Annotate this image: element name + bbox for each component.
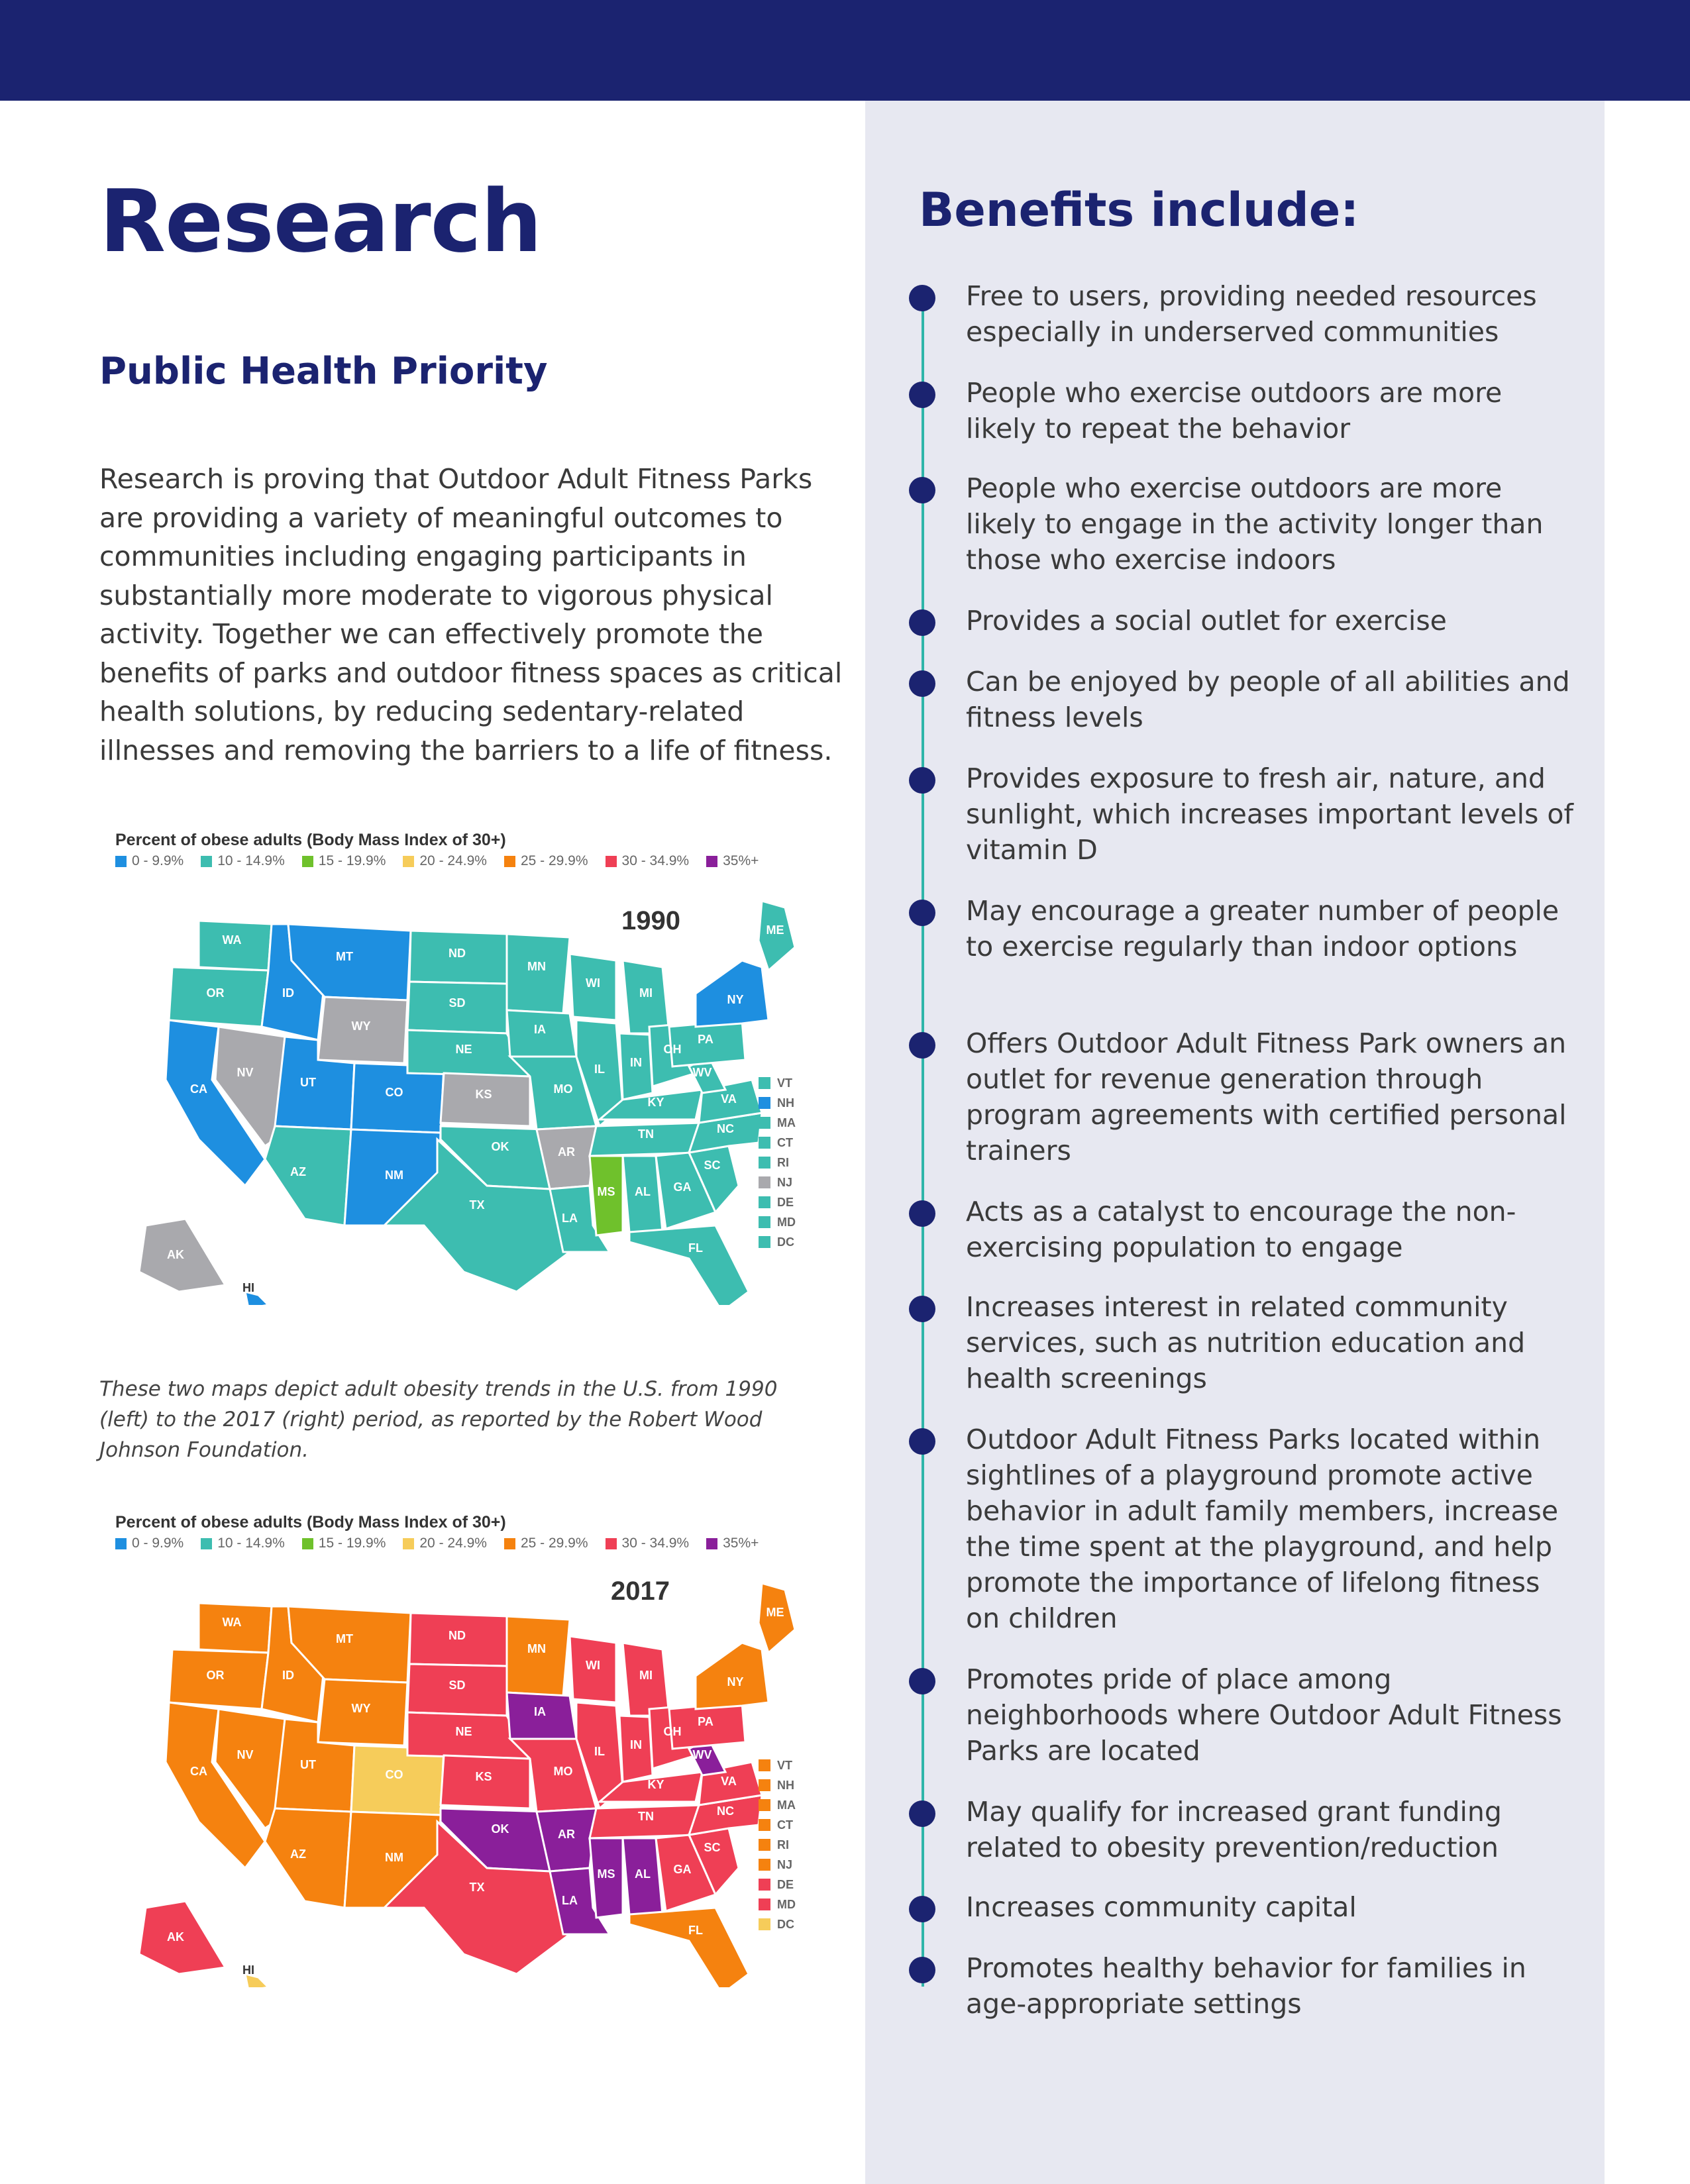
timeline-bullet	[909, 767, 935, 794]
legend-label: 0 - 9.9%	[132, 1535, 184, 1551]
benefit-item: Free to users, providing needed resources especially in underserved communities	[966, 280, 1537, 348]
state-az	[265, 1808, 351, 1908]
header-bar	[0, 0, 1690, 101]
timeline-bullet	[909, 670, 935, 697]
us-map-2017	[106, 1510, 808, 1987]
benefit-item: Acts as a catalyst to encourage the non-exercising population to engage	[966, 1196, 1516, 1263]
state-fl	[629, 1225, 749, 1305]
small-state-label: VT	[777, 1758, 793, 1772]
state-label-sd: SD	[449, 1679, 466, 1692]
state-label-sd: SD	[449, 996, 466, 1010]
state-label-co: CO	[385, 1768, 403, 1781]
small-state-swatch	[759, 1236, 770, 1248]
small-state-item	[759, 1172, 796, 1192]
state-label-wa: WA	[222, 933, 242, 947]
state-label-me: ME	[766, 923, 784, 937]
legend-label: 25 - 29.9%	[520, 853, 588, 868]
timeline-line	[922, 299, 924, 1987]
small-state-item	[759, 1133, 796, 1153]
small-state-label: RI	[777, 1838, 789, 1851]
timeline-bullet	[909, 1200, 935, 1227]
state-label-sc: SC	[704, 1841, 721, 1854]
state-label-al: AL	[635, 1185, 651, 1198]
us-map-1990	[106, 828, 808, 1305]
small-state-label: CT	[777, 1818, 793, 1832]
state-fl	[629, 1908, 749, 1987]
state-label-id: ID	[282, 1669, 294, 1682]
map-title: Percent of obese adults (Body Mass Index of 30+)	[115, 1513, 506, 1532]
benefit-item: Promotes healthy behavior for families in age-appropriate settings	[966, 1952, 1526, 2020]
state-label-ky: KY	[647, 1778, 664, 1791]
state-label-la: LA	[562, 1894, 578, 1907]
small-state-label: MA	[777, 1798, 796, 1812]
map-year: 1990	[621, 906, 680, 935]
timeline-bullet	[909, 1896, 935, 1922]
timeline-bullet	[909, 1032, 935, 1059]
state-label-la: LA	[562, 1212, 578, 1225]
legend-label: 20 - 24.9%	[419, 853, 487, 868]
small-state-swatch	[759, 1779, 770, 1791]
small-state-swatch	[759, 1176, 770, 1188]
state-label-oh: OH	[663, 1043, 682, 1056]
small-state-item	[759, 1093, 796, 1113]
state-label-pa: PA	[698, 1715, 713, 1728]
state-label-ne: NE	[455, 1043, 472, 1056]
small-state-item	[759, 1855, 796, 1875]
small-state-item	[759, 1835, 796, 1855]
state-label-wy: WY	[351, 1702, 371, 1715]
state-label-co: CO	[385, 1086, 403, 1099]
benefit-item: Provides a social outlet for exercise	[966, 605, 1447, 637]
legend-label: 15 - 19.9%	[318, 853, 386, 868]
state-label-il: IL	[594, 1745, 605, 1758]
state-label-ut: UT	[300, 1076, 316, 1089]
state-label-id: ID	[282, 986, 294, 1000]
state-label-az: AZ	[290, 1847, 306, 1861]
state-label-in: IN	[630, 1056, 642, 1069]
state-label-hi: HI	[242, 1281, 254, 1294]
state-label-tn: TN	[638, 1127, 654, 1141]
state-label-tx: TX	[469, 1198, 485, 1212]
small-state-item	[759, 1113, 796, 1133]
timeline-bullet	[909, 1957, 935, 1983]
state-label-ok: OK	[491, 1822, 509, 1836]
timeline-bullet	[909, 1668, 935, 1694]
state-label-ne: NE	[455, 1725, 472, 1738]
state-label-me: ME	[766, 1606, 784, 1619]
state-label-or: OR	[206, 1669, 225, 1682]
obesity-map-2017	[106, 1510, 808, 1987]
benefit-item: Provides exposure to fresh air, nature, and sunlight, which increases important levels of vitamin D	[966, 762, 1573, 866]
legend-label: 35%+	[723, 1535, 759, 1551]
benefit-item: People who exercise outdoors are more likely to repeat the behavior	[966, 377, 1503, 444]
state-label-ms: MS	[597, 1185, 615, 1198]
legend-label: 20 - 24.9%	[419, 1535, 487, 1551]
state-label-nd: ND	[449, 1629, 466, 1642]
state-label-ks: KS	[475, 1088, 492, 1101]
benefit-item: Promotes pride of place among neighborhoods where Outdoor Adult Fitness Parks are located	[966, 1663, 1562, 1767]
state-label-ky: KY	[647, 1096, 664, 1109]
legend-label: 10 - 14.9%	[217, 853, 285, 868]
section-subtitle: Public Health Priority	[99, 350, 548, 393]
state-label-mn: MN	[527, 960, 546, 973]
small-state-swatch	[759, 1839, 770, 1851]
small-state-swatch	[759, 1879, 770, 1891]
benefit-item: May qualify for increased grant funding related to obesity prevention/reduction	[966, 1796, 1502, 1863]
benefit-item: May encourage a greater number of people to exercise regularly than indoor options	[966, 895, 1559, 962]
small-state-item	[759, 1073, 796, 1093]
state-label-ok: OK	[491, 1140, 509, 1153]
benefit-item: Increases community capital	[966, 1891, 1357, 1923]
timeline-bullet	[909, 900, 935, 926]
state-label-nv: NV	[237, 1066, 254, 1079]
state-label-ak: AK	[167, 1930, 184, 1944]
state-label-ak: AK	[167, 1248, 184, 1261]
state-label-ia: IA	[534, 1705, 546, 1718]
page-title: Research	[99, 171, 542, 272]
small-state-item	[759, 1232, 796, 1252]
small-state-label: DE	[777, 1195, 794, 1209]
state-label-ca: CA	[190, 1082, 207, 1096]
benefit-item: Can be enjoyed by people of all abilities and fitness levels	[966, 666, 1570, 733]
state-label-va: VA	[721, 1775, 737, 1788]
small-state-item	[759, 1755, 796, 1775]
map-year: 2017	[611, 1577, 670, 1606]
state-label-wv: WV	[692, 1066, 712, 1079]
benefit-item: Offers Outdoor Adult Fitness Park owners an outlet for revenue generation through program agreements with certified personal trainers	[966, 1027, 1567, 1167]
small-state-swatch	[759, 1898, 770, 1910]
small-state-item	[759, 1192, 796, 1212]
small-state-label: RI	[777, 1155, 789, 1169]
state-label-nc: NC	[717, 1122, 734, 1135]
state-label-ny: NY	[727, 993, 744, 1006]
small-state-label: NJ	[777, 1175, 793, 1189]
small-state-swatch	[759, 1137, 770, 1149]
state-label-il: IL	[594, 1063, 605, 1076]
state-label-nd: ND	[449, 947, 466, 960]
state-label-ia: IA	[534, 1023, 546, 1036]
small-state-item	[759, 1914, 796, 1934]
small-state-swatch	[759, 1819, 770, 1831]
state-label-mi: MI	[639, 1669, 653, 1682]
state-label-in: IN	[630, 1738, 642, 1751]
benefit-item: Outdoor Adult Fitness Parks located within sightlines of a playground promote active behavior in adult family members, increase the time spent at the playground, and help promote the importance of lifelong fitness on children	[966, 1424, 1559, 1634]
state-label-ga: GA	[673, 1863, 692, 1876]
state-label-mi: MI	[639, 986, 653, 1000]
small-state-swatch	[759, 1216, 770, 1228]
state-label-pa: PA	[698, 1033, 713, 1046]
state-label-wi: WI	[586, 1659, 600, 1672]
timeline-bullet	[909, 1428, 935, 1455]
state-label-wi: WI	[586, 976, 600, 990]
state-label-mo: MO	[553, 1765, 573, 1778]
timeline-bullet	[909, 1800, 935, 1827]
small-state-label: VT	[777, 1076, 793, 1090]
small-state-swatch	[759, 1077, 770, 1089]
legend-label: 30 - 34.9%	[621, 1535, 690, 1551]
small-state-swatch	[759, 1157, 770, 1169]
state-label-wy: WY	[351, 1019, 371, 1033]
state-label-wv: WV	[692, 1748, 712, 1761]
small-states-legend	[759, 1073, 796, 1252]
timeline-bullet	[909, 382, 935, 408]
state-label-or: OR	[206, 986, 225, 1000]
state-label-mn: MN	[527, 1642, 546, 1655]
small-state-item	[759, 1212, 796, 1232]
small-state-label: CT	[777, 1135, 793, 1149]
state-label-ar: AR	[558, 1145, 575, 1159]
state-label-nm: NM	[385, 1169, 403, 1182]
small-state-label: MD	[777, 1897, 796, 1911]
small-state-label: MD	[777, 1215, 796, 1229]
legend-label: 35%+	[723, 853, 759, 868]
legend-label: 25 - 29.9%	[520, 1535, 588, 1551]
state-label-mt: MT	[336, 950, 353, 963]
small-state-swatch	[759, 1918, 770, 1930]
small-state-swatch	[759, 1759, 770, 1771]
state-label-az: AZ	[290, 1165, 306, 1178]
state-label-wa: WA	[222, 1616, 242, 1629]
maps-caption: These two maps depict adult obesity trends in the U.S. from 1990 (left) to the 2017 (right) period, as reported by the Robert Wood Johnson Foundation.	[99, 1377, 778, 1462]
small-state-label: NH	[777, 1096, 794, 1110]
state-label-fl: FL	[688, 1241, 703, 1255]
state-mn	[507, 934, 570, 1014]
state-label-hi: HI	[242, 1963, 254, 1977]
timeline-bullet	[909, 477, 935, 503]
small-state-item	[759, 1775, 796, 1795]
timeline-bullet	[909, 609, 935, 636]
state-label-ut: UT	[300, 1758, 316, 1771]
legend-label: 30 - 34.9%	[621, 853, 690, 868]
state-label-sc: SC	[704, 1159, 721, 1172]
small-state-item	[759, 1875, 796, 1895]
small-state-item	[759, 1815, 796, 1835]
timeline-bullet	[909, 285, 935, 311]
small-state-swatch	[759, 1859, 770, 1871]
state-mn	[507, 1616, 570, 1696]
state-label-tn: TN	[638, 1810, 654, 1823]
state-label-ms: MS	[597, 1867, 615, 1881]
state-az	[265, 1126, 351, 1225]
small-state-item	[759, 1895, 796, 1914]
small-state-item	[759, 1153, 796, 1172]
small-state-swatch	[759, 1196, 770, 1208]
state-label-fl: FL	[688, 1924, 703, 1937]
obesity-map-1990	[106, 828, 808, 1305]
small-state-label: DE	[777, 1877, 794, 1891]
small-states-legend	[759, 1755, 796, 1934]
state-label-ca: CA	[190, 1765, 207, 1778]
state-label-ny: NY	[727, 1675, 744, 1689]
state-label-va: VA	[721, 1092, 737, 1106]
legend-label: 0 - 9.9%	[132, 853, 184, 868]
small-state-swatch	[759, 1097, 770, 1109]
small-state-swatch	[759, 1799, 770, 1811]
state-label-ar: AR	[558, 1828, 575, 1841]
legend-label: 15 - 19.9%	[318, 1535, 386, 1551]
legend-label: 10 - 14.9%	[217, 1535, 285, 1551]
state-label-ga: GA	[673, 1180, 692, 1194]
benefits-title: Benefits include:	[919, 183, 1359, 237]
small-state-label: NJ	[777, 1857, 793, 1871]
benefit-item: Increases interest in related community services, such as nutrition education and health screenings	[966, 1291, 1526, 1394]
state-label-nv: NV	[237, 1748, 254, 1761]
small-state-label: DC	[777, 1235, 794, 1249]
state-label-mt: MT	[336, 1632, 353, 1645]
small-state-label: NH	[777, 1778, 794, 1792]
state-label-oh: OH	[663, 1725, 682, 1738]
state-label-ks: KS	[475, 1770, 492, 1783]
timeline-bullet	[909, 1296, 935, 1322]
state-label-nm: NM	[385, 1851, 403, 1864]
small-state-label: DC	[777, 1917, 794, 1931]
map-title: Percent of obese adults (Body Mass Index of 30+)	[115, 831, 506, 849]
state-label-mo: MO	[553, 1082, 573, 1096]
small-state-item	[759, 1795, 796, 1815]
small-state-label: MA	[777, 1116, 796, 1129]
small-state-swatch	[759, 1117, 770, 1129]
intro-paragraph: Research is proving that Outdoor Adult Fitness Parks are providing a variety of meaningful outcomes to communities including engaging participants in substantially more moderate to vigorous physical activity. Together we can effectively promote the benefits of parks and outdoor fitness spaces as critical health solutions, by reducing sedentary-related illnesses and removing the barriers to a life of fitness.	[99, 463, 843, 766]
state-label-al: AL	[635, 1867, 651, 1881]
benefit-item: People who exercise outdoors are more likely to engage in the activity longer than those who exercise indoors	[966, 472, 1544, 576]
state-label-tx: TX	[469, 1881, 485, 1894]
state-label-nc: NC	[717, 1804, 734, 1818]
